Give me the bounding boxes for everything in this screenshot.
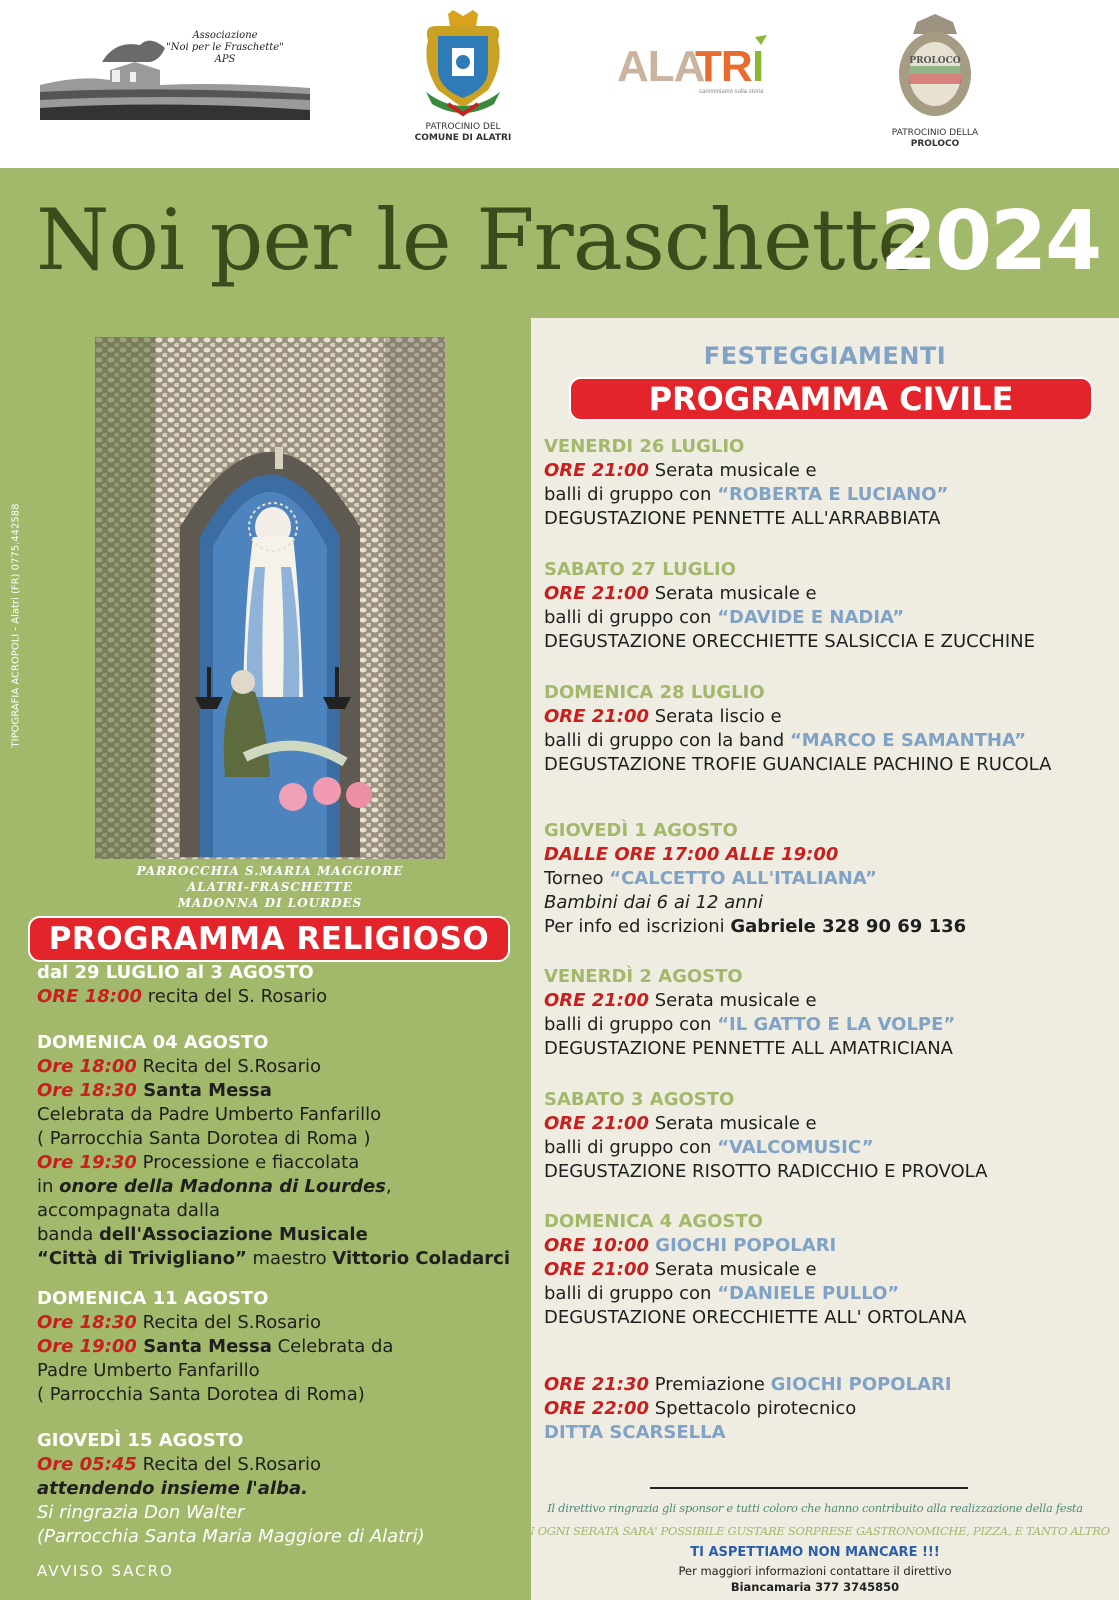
religious-block-aug11: DOMENICA 11 AGOSTO Ore 18:30 Recita del S.Rosario Ore 19:00 Santa Messa Celebrata da Padre Umberto Fanfarillo ( Parrocchia Santa Dorotea di Roma) bbox=[37, 1287, 517, 1407]
civil-program-banner: PROGRAMMA CIVILE bbox=[569, 377, 1093, 421]
event-heading: VENERDÌ 2 AGOSTO bbox=[544, 966, 743, 987]
event-heading: SABATO 27 LUGLIO bbox=[544, 559, 736, 580]
alatri-logo bbox=[615, 35, 775, 97]
religious-block-aug4: DOMENICA 04 AGOSTO Ore 18:00 Recita del S.Rosario Ore 18:30 Santa Messa Celebrata da Padre Umberto Fanfarillo ( Parrocchia Santa Dorotea di Roma ) Ore 19:30 Processione e fiaccolata in onore della Madonna di Lourdes, accompagnata dalla banda dell'Associazione Musicale “Città di Trivigliano” maestro Vittorio Coladarci bbox=[37, 1031, 527, 1271]
religious-block-rosary: dal 29 LUGLIO al 3 AGOSTO ORE 18:00 recita del S. Rosario bbox=[37, 961, 517, 1009]
event-heading: DOMENICA 28 LUGLIO bbox=[544, 682, 765, 703]
civil-event-aug3: SABATO 3 AGOSTO ORE 21:00 Serata musicale e balli di gruppo con “VALCOMUSIC” DEGUSTAZIONE RISOTTO RADICCHIO E PROVOLA bbox=[544, 1088, 1104, 1184]
sponsor-thanks: Il direttivo ringrazia gli sponsor e tutti coloro che hanno contribuito alla realizzazione della festa bbox=[547, 1501, 1083, 1515]
svg-text:PROLOCO: PROLOCO bbox=[909, 56, 961, 66]
festivities-kicker: FESTEGGIAMENTI bbox=[703, 342, 947, 370]
footer-divider bbox=[650, 1487, 968, 1489]
svg-text:I: I bbox=[752, 42, 765, 91]
proloco-seal-icon bbox=[895, 14, 975, 124]
event-heading: VENERDI 26 LUGLIO bbox=[544, 436, 745, 457]
event-heading: GIOVEDÌ 1 AGOSTO bbox=[544, 820, 738, 841]
svg-text:ALA: ALA bbox=[617, 42, 705, 91]
civil-event-jul27: SABATO 27 LUGLIO ORE 21:00 Serata musicale e balli di gruppo con “DAVIDE E NADIA” DEGUSTAZIONE ORECCHIETTE SALSICCIA E ZUCCHINE bbox=[544, 558, 1104, 654]
contact-phone: Biancamaria 377 3745850 bbox=[730, 1580, 900, 1594]
civil-event-finale: ORE 21:30 Premiazione GIOCHI POPOLARI ORE 22:00 Spettacolo pirotecnico DITTA SCARSELLA bbox=[544, 1374, 952, 1443]
block-heading: GIOVEDÌ 15 AGOSTO bbox=[37, 1430, 244, 1451]
info-note: Per maggiori informazioni contattare il direttivo bbox=[678, 1564, 952, 1578]
header bbox=[0, 0, 1119, 165]
event-heading: SABATO 3 AGOSTO bbox=[544, 1089, 735, 1110]
madonna-grotto-photo bbox=[95, 337, 445, 859]
gastronomy-note: IN OGNI SERATA SARA' POSSIBILE GUSTARE SORPRESE GASTRONOMICHE, PIZZA, E TANTO ALTRO bbox=[520, 1524, 1110, 1538]
block-heading: dal 29 LUGLIO al 3 AGOSTO bbox=[37, 962, 314, 983]
proloco-caption: PATROCINIO DELLA PROLOCO bbox=[891, 128, 979, 149]
civil-event-aug2: VENERDÌ 2 AGOSTO ORE 21:00 Serata musicale e balli di gruppo con “IL GATTO E LA VOLPE” DEGUSTAZIONE PENNETTE ALL AMATRICIANA bbox=[544, 965, 1104, 1061]
comune-crest-icon bbox=[418, 10, 508, 118]
association-name: Associazione "Noi per le Fraschette" APS bbox=[166, 30, 284, 65]
civil-event-aug1: GIOVEDÌ 1 AGOSTO DALLE ORE 17:00 ALLE 19:00 Torneo “CALCETTO ALL'ITALIANA” Bambini dai 6 ai 12 anni Per info ed iscrizioni Gabriele 328 90 69 136 bbox=[544, 819, 1104, 939]
photo-caption: PARROCCHIA S.MARIA MAGGIORE ALATRI-FRASCHETTE MADONNA DI LOURDES bbox=[136, 864, 404, 910]
printer-credit: TIPOGRAFIA ACROPOLI - Alatri (FR) 0775.442588 bbox=[10, 503, 22, 748]
religious-program-banner: PROGRAMMA RELIGIOSO bbox=[28, 916, 510, 962]
civil-event-jul26: VENERDI 26 LUGLIO ORE 21:00 Serata musicale e balli di gruppo con “ROBERTA E LUCIANO” DEGUSTAZIONE PENNETTE ALL'ARRABBIATA bbox=[544, 435, 1104, 531]
alatri-tagline: camminiamo sulla storia bbox=[699, 89, 764, 95]
comune-caption: PATROCINIO DEL COMUNE DI ALATRI bbox=[414, 122, 512, 143]
block-heading: DOMENICA 04 AGOSTO bbox=[37, 1032, 269, 1053]
svg-text:TR: TR bbox=[695, 42, 752, 91]
sacred-notice: AVVISO SACRO bbox=[37, 1562, 174, 1580]
religious-block-aug15: GIOVEDÌ 15 AGOSTO Ore 05:45 Recita del S.Rosario attendendo insieme l'alba. Si ringrazia Don Walter (Parrocchia Santa Maria Maggiore di Alatri) bbox=[37, 1429, 517, 1549]
civil-event-jul28: DOMENICA 28 LUGLIO ORE 21:00 Serata liscio e balli di gruppo con la band “MARCO E SAMANTHA” DEGUSTAZIONE TROFIE GUANCIALE PACHINO E RUCOLA bbox=[544, 681, 1104, 777]
event-title: Noi per le Fraschette bbox=[36, 191, 926, 289]
call-to-action: TI ASPETTIAMO NON MANCARE !!! bbox=[690, 1545, 940, 1560]
block-heading: DOMENICA 11 AGOSTO bbox=[37, 1288, 269, 1309]
event-year: 2024 bbox=[880, 194, 1101, 289]
event-heading: DOMENICA 4 AGOSTO bbox=[544, 1211, 763, 1232]
civil-event-aug4: DOMENICA 4 AGOSTO ORE 10:00 GIOCHI POPOLARI ORE 21:00 Serata musicale e balli di gruppo con “DANIELE PULLO” DEGUSTAZIONE ORECCHIETTE ALL' ORTOLANA bbox=[544, 1210, 1104, 1330]
